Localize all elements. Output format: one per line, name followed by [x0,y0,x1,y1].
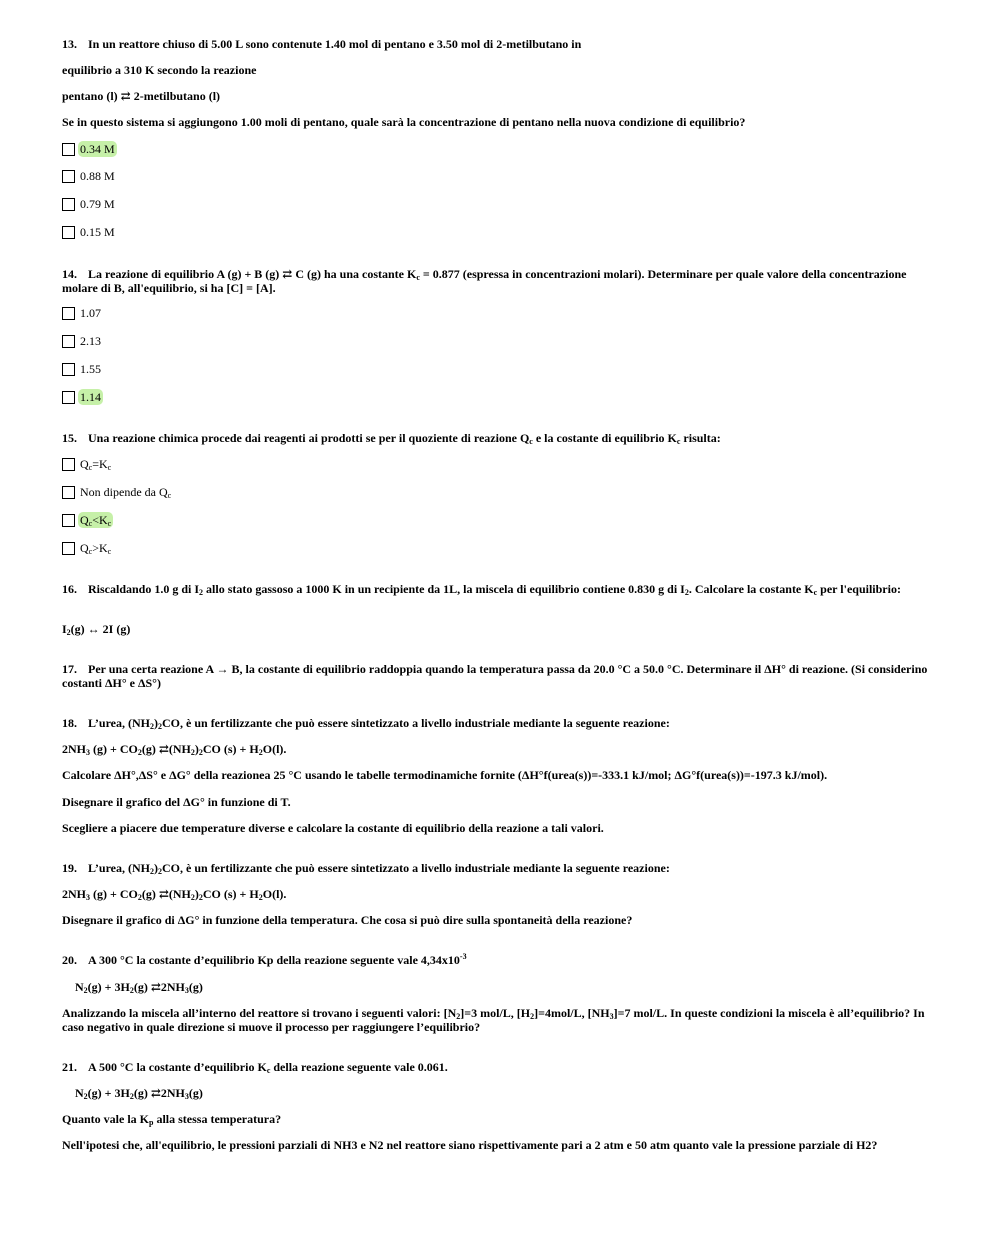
checkbox[interactable] [62,486,75,499]
checkbox[interactable] [62,391,75,404]
q17-text: 17. Per una certa reazione A → B, la costante di equilibrio raddoppia quando la temperatura passa da 20.0 °C a 50.0 °C. Determinare il ΔH° di reazione. (Si considerino costanti ΔH° e ΔS°) [62,662,928,690]
q13-line2: equilibrio a 310 K secondo la reazione [62,63,257,77]
q18-intro: 18. L’urea, $(NH_2)_2CO$, è un fertilizzante che può essere sintetizzato a livello industriale mediante la seguente reazione: [62,716,670,731]
q20-text: 20. A 300 °C la costante d’equilibrio Kp della reazione seguente vale $4,34x10^{-3}$ [62,952,467,967]
q21-last: Nell'ipotesi che, all'equilibrio, le pressioni parziali di NH3 e N2 nel reattore siano rispettivamente pari a 2 atm e 50 atm quanto vale la pressione parziale di H2? [62,1138,878,1152]
q15-text: 15. Una reazione chimica procede dai reagenti ai prodotti se per il quoziente di reazione $Q_c$ e la costante di equilibrio $K_c$ risulta: [62,431,721,446]
q18-reaction: $2NH_3$ $(g) + CO_2(g)$ $⇄(NH_2)_2CO$ $(s) + H_2O(l)$. [62,742,287,757]
q15-option-1[interactable]: $Q_c=K_c$ [62,456,113,472]
q18-choose: Scegliere a piacere due temperature diverse e calcolare la costante di equilibrio della reazione a tali valori. [62,821,604,835]
q16-text: 16. Riscaldando 1.0 g di $I_2$ allo stato gassoso a 1000 K in un recipiente da 1L, la miscela di equilibrio contiene 0.830 g di $I_2$. Calcolare la costante $K_c$ per l'equilibrio: [62,582,901,597]
q19-graph: Disegnare il grafico di ΔG° in funzione della temperatura. Che cosa si può dire sulla spontaneità della reazione? [62,913,633,927]
q21-kp: Quanto vale la $K_p$ alla stessa temperatura? [62,1112,282,1127]
q13-option-1[interactable]: 0.34 M [62,141,117,157]
q14-text: 14. La reazione di equilibrio A (g) + B (g) ⇄ C (g) ha una costante $K_c = 0.877$ (espressa in concentrazioni molari). Determinare per quale valore della concentrazione molare di B, all'equilibrio, si ha [C] = [A]. [62,267,907,295]
checkbox[interactable] [62,226,75,239]
q14-option-3[interactable]: 1.55 [62,361,103,377]
q20-analysis: Analizzando la miscela all’interno del reattore si trovano i seguenti valori: $[N_2]=3$ mol/L, $[H_2]=4mol/L$, $[NH_3]=7$ mol/L. In queste condizioni la miscela è all’equilibrio? In caso negativo in quale direzione si muove il processo per raggiungere l’equilibrio? [62,1006,925,1034]
q18-graph: Disegnare il grafico del ΔG° in funzione di T. [62,795,291,809]
checkbox[interactable] [62,514,75,527]
q15-option-3[interactable]: $Q_c<K_c$ [62,512,113,528]
q21-reaction: $N_2(g) + 3H_2(g)$ $⇄2NH_3(g)$ [75,1086,203,1101]
q14-option-2[interactable]: 2.13 [62,333,103,349]
checkbox[interactable] [62,458,75,471]
q15-option-2[interactable]: Non dipende da $Q_c$ [62,484,173,500]
q16-reaction: $I_2(g)$ ↔ 2I (g) [62,622,131,637]
q18-calc: Calcolare ΔH°,ΔS° e ΔG° della reazionea 25 °C usando le tabelle termodinamiche fornite (ΔH°f(urea(s))=-333.1 kJ/mol; ΔG°f(urea(s))=-197.3 kJ/mol). [62,768,828,782]
q14-option-4[interactable]: 1.14 [62,389,103,405]
q21-text: 21. A 500 °C la costante d’equilibrio $K_c$ della reazione seguente vale 0.061. [62,1060,448,1075]
checkbox[interactable] [62,307,75,320]
q13-question: Se in questo sistema si aggiungono 1.00 moli di pentano, quale sarà la concentrazione di pentano nella nuova condizione di equilibrio? [62,115,746,129]
q13-line1: 13. In un reattore chiuso di 5.00 L sono contenute 1.40 mol di pentano e 3.50 mol di 2-metilbutano in [62,37,582,51]
checkbox[interactable] [62,335,75,348]
q13-reaction: pentano (l) ⇄ 2-metilbutano (l) [62,89,221,103]
checkbox[interactable] [62,198,75,211]
q13-option-3[interactable]: 0.79 M [62,196,117,212]
q14-option-1[interactable]: 1.07 [62,305,103,321]
q13-option-4[interactable]: 0.15 M [62,224,117,240]
q20-reaction: $N_2(g) + 3H_2(g)$ $⇄2NH_3(g)$ [75,980,203,995]
checkbox[interactable] [62,363,75,376]
q19-intro: 19. L’urea, $(NH_2)_2CO$, è un fertilizzante che può essere sintetizzato a livello industriale mediante la seguente reazione: [62,861,670,876]
checkbox[interactable] [62,143,75,156]
checkbox[interactable] [62,542,75,555]
checkbox[interactable] [62,170,75,183]
q15-option-4[interactable]: $Q_c>K_c$ [62,540,113,556]
q19-reaction: $2NH_3$ $(g) + CO_2(g)$ $⇄(NH_2)_2CO$ $(s) + H_2O(l)$. [62,887,287,902]
q13-option-2[interactable]: 0.88 M [62,168,117,184]
